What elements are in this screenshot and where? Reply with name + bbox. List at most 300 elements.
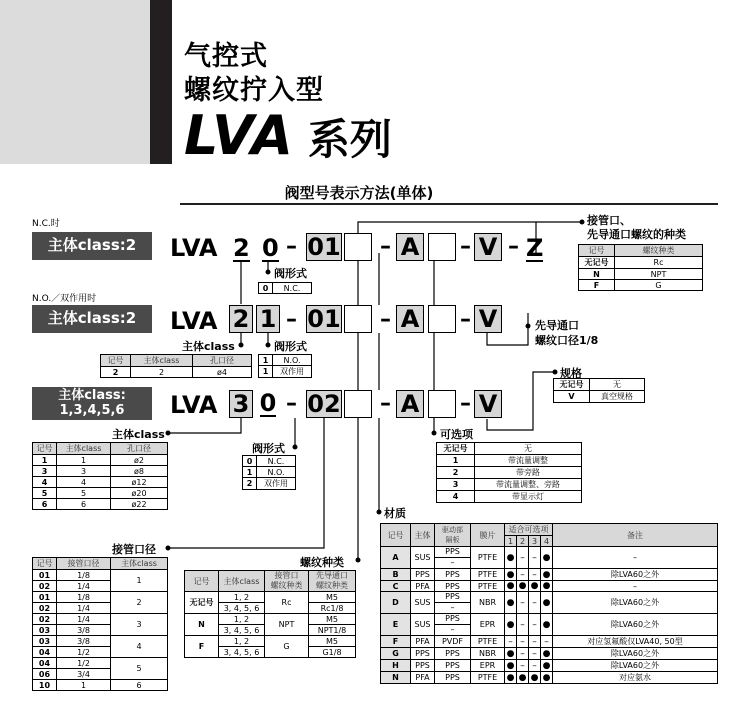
cell: 1/4	[57, 603, 111, 614]
port-table	[32, 557, 168, 691]
body2-table	[100, 354, 252, 378]
material-row	[381, 614, 718, 636]
cell: 除LVA60之外	[553, 648, 718, 660]
cell: 无	[475, 443, 582, 455]
cell: 1	[33, 455, 57, 466]
cell: 1/8	[57, 592, 111, 603]
cell: F	[185, 636, 219, 658]
r1-class-label: 主体class:2	[47, 236, 137, 255]
th: 孔口径	[193, 355, 252, 367]
cell: ø2	[111, 455, 168, 466]
r3-class-box	[32, 387, 152, 420]
th: 隔板	[445, 536, 460, 544]
r3-valve-label: 阀形式	[252, 442, 285, 455]
r1-prefix: LVA	[170, 234, 218, 262]
th-stack	[309, 571, 356, 592]
cell: F	[579, 280, 615, 291]
cell: 除LVA60之外	[553, 660, 718, 672]
cell: –	[529, 569, 541, 581]
cell: 3/8	[57, 636, 111, 647]
th: 主体class	[111, 558, 168, 570]
cell: NPT	[265, 614, 309, 636]
cell: 除LVA60之外	[553, 614, 718, 636]
cell: 双作用	[273, 366, 312, 378]
cell: 5	[111, 658, 168, 680]
cell: ø12	[111, 477, 168, 488]
cell: 6	[111, 680, 168, 691]
r2-prefix: LVA	[170, 307, 218, 335]
cell: 04	[33, 658, 57, 669]
cell: SUS	[411, 614, 435, 636]
thread-type-label-2: 先导通口螺纹的种类	[587, 228, 686, 241]
cell: 无记号	[579, 257, 615, 269]
r3-blank1	[344, 390, 372, 418]
cell: C	[381, 581, 411, 592]
cell: ●	[541, 614, 553, 636]
cell: ●	[505, 547, 517, 569]
r1-blank1	[344, 233, 372, 261]
cell: 2	[437, 467, 475, 479]
cell: –	[529, 592, 541, 614]
cell: 04	[33, 647, 57, 658]
r2-mat: A	[396, 305, 424, 333]
cell: 3	[111, 614, 168, 636]
r1-thread: Z	[526, 234, 544, 262]
cell: ●	[541, 569, 553, 581]
cell: EPR	[471, 614, 505, 636]
cell: ●	[505, 660, 517, 672]
cell: 带旁路	[475, 467, 582, 479]
cell: 带显示灯	[475, 491, 582, 503]
cell: 1, 2	[219, 592, 265, 603]
cell: Rc1/8	[309, 603, 356, 614]
r1-valve: 0	[262, 234, 279, 262]
cell: EPR	[471, 660, 505, 672]
cell: ø4	[193, 367, 252, 378]
cell: PPS	[411, 660, 435, 672]
cell: 1/4	[57, 614, 111, 625]
r1-class-box	[32, 232, 152, 260]
thread-table	[184, 570, 356, 658]
spec-table	[553, 378, 645, 403]
r1-dash4: –	[460, 234, 471, 259]
cell-stack	[435, 614, 471, 636]
cell: 3, 4, 5, 6	[219, 647, 265, 658]
cell: –	[553, 581, 718, 592]
cell: SUS	[411, 592, 435, 614]
cell: B	[381, 569, 411, 581]
title-line2: 螺纹拧入型	[184, 75, 324, 106]
cell: 对应氨水	[553, 672, 718, 684]
th: 记号	[381, 524, 411, 547]
cell: –	[553, 547, 718, 569]
cell: ●	[517, 581, 529, 592]
material-row	[381, 648, 718, 660]
valve-nc-table	[258, 282, 312, 294]
th: 记号	[33, 443, 57, 455]
r3-mat: A	[396, 390, 424, 418]
material-row	[381, 660, 718, 672]
material-row	[381, 547, 718, 569]
cell: 带流量调整	[475, 455, 582, 467]
cell: PVDF	[435, 636, 471, 648]
material-body	[381, 547, 718, 684]
cell: 1	[243, 467, 257, 478]
cell: 真空规格	[590, 391, 645, 403]
series-cn: 系列	[307, 115, 392, 164]
r2-dash1: –	[286, 307, 297, 332]
thread-kind-label: 螺纹种类	[300, 556, 344, 569]
cell: 除LVA60之外	[553, 592, 718, 614]
r1-dash1: –	[286, 234, 297, 259]
cell: ●	[505, 592, 517, 614]
cell: PTFE	[471, 636, 505, 648]
cell: PPS	[445, 592, 460, 601]
cell: ø22	[111, 499, 168, 510]
r2-spec: V	[474, 305, 502, 333]
cell: 0	[259, 283, 273, 294]
cell: –	[529, 660, 541, 672]
pilot-port-label	[535, 318, 598, 348]
th: 先导通口	[316, 571, 348, 580]
cell: ●	[529, 672, 541, 684]
cell: 01	[33, 570, 57, 581]
r2-class-label: 主体class:2	[47, 309, 137, 328]
cell: G	[381, 648, 411, 660]
cell: 01	[33, 592, 57, 603]
cell: ●	[541, 648, 553, 660]
material-row	[381, 581, 718, 592]
cell: N.O.	[273, 355, 312, 366]
cell: NPT1/8	[309, 625, 356, 636]
cell: M5	[309, 614, 356, 625]
cell: PPS	[435, 660, 471, 672]
r3-dash1: –	[286, 391, 297, 416]
cell: –	[529, 614, 541, 636]
cell: 3, 4, 5, 6	[219, 603, 265, 614]
cell: 1/4	[57, 581, 111, 592]
r3-valve-wrap	[256, 390, 280, 418]
cell: 除LVA60之外	[553, 569, 718, 581]
cell: 10	[33, 680, 57, 691]
cell: PPS	[435, 569, 471, 581]
cell: –	[517, 547, 529, 569]
option-label: 可选项	[440, 428, 473, 441]
cell: 4	[33, 477, 57, 488]
material-row	[381, 592, 718, 614]
cell: H	[381, 660, 411, 672]
thread-type-label-1: 接管口、	[587, 214, 631, 227]
cell: ●	[505, 581, 517, 592]
cell: PTFE	[471, 672, 505, 684]
cell: N	[381, 672, 411, 684]
cell: A	[381, 547, 411, 569]
spec-label: 规格	[560, 367, 582, 380]
cell: –	[529, 648, 541, 660]
r3-valve: 0	[259, 389, 277, 417]
th: 记号	[33, 558, 57, 570]
r1-valve-label: 阀形式	[274, 267, 307, 280]
cell: ø20	[111, 488, 168, 499]
cell: 1	[111, 570, 168, 592]
cell: 2	[131, 367, 193, 378]
cell: 03	[33, 636, 57, 647]
th: 接管口	[274, 571, 299, 580]
cell: 4	[57, 477, 111, 488]
th: 主体class	[131, 355, 193, 367]
material-row	[381, 672, 718, 684]
cell: NBR	[471, 592, 505, 614]
r3-dash3: –	[460, 391, 471, 416]
cell: –	[517, 660, 529, 672]
r3-class-label: 主体class:	[58, 387, 126, 403]
cell: –	[517, 614, 529, 636]
cell: –	[435, 624, 470, 635]
cell: –	[517, 636, 529, 648]
cell: ●	[505, 614, 517, 636]
cell: NBR	[471, 648, 505, 660]
cell: PTFE	[471, 547, 505, 569]
thread-type-label	[587, 214, 686, 242]
th-stack	[265, 571, 309, 592]
material-label: 材质	[384, 507, 406, 520]
r2-dash2: –	[380, 307, 391, 332]
pilot-port-label-2: 螺纹口径1/8	[535, 334, 599, 347]
cell: F	[381, 636, 411, 648]
cell: 02	[33, 603, 57, 614]
cell: 03	[33, 625, 57, 636]
th: 主体class	[219, 571, 265, 592]
th: 螺纹种类	[316, 581, 348, 590]
cell: –	[541, 636, 553, 648]
cell: 2	[111, 592, 168, 614]
th: 接管口径	[57, 558, 111, 570]
cell: ●	[517, 672, 529, 684]
cell: 带流量调整、旁路	[475, 479, 582, 491]
cell: 1/8	[57, 570, 111, 581]
r1-dash5: –	[508, 234, 519, 259]
cell: Rc	[265, 592, 309, 614]
th: 孔口径	[111, 443, 168, 455]
cell: PFA	[411, 672, 435, 684]
cell-stack	[435, 592, 471, 614]
cell: PPS	[411, 569, 435, 581]
th: 备注	[553, 524, 718, 547]
port-size-label: 接管口径	[112, 543, 156, 556]
r3-port: 02	[307, 390, 341, 418]
r2-body: 2	[229, 305, 253, 333]
r1-spec: V	[474, 233, 502, 261]
cell: PTFE	[471, 569, 505, 581]
cell: 1, 2	[219, 636, 265, 647]
cell: 3/4	[57, 669, 111, 680]
cell: N.C.	[257, 456, 296, 467]
cell: 对应氢氟酸仅LVA40, 50型	[553, 636, 718, 648]
r2-blank2	[428, 305, 456, 333]
title-line1: 气控式	[184, 41, 268, 72]
cell: 1	[437, 455, 475, 467]
cell: 3, 4, 5, 6	[219, 625, 265, 636]
cell: –	[517, 569, 529, 581]
cell: 1/2	[57, 658, 111, 669]
cell: E	[381, 614, 411, 636]
th: 膜片	[471, 524, 505, 547]
cell: M5	[309, 592, 356, 603]
material-row	[381, 569, 718, 581]
cell: 1	[57, 455, 111, 466]
cell: G1/8	[309, 647, 356, 658]
cell: 1	[57, 680, 111, 691]
cell: 无记号	[437, 443, 475, 455]
cell: 3	[57, 466, 111, 477]
thread-top-table	[578, 244, 703, 291]
cell: –	[435, 602, 470, 613]
r3-spec: V	[474, 390, 502, 418]
cell: 06	[33, 669, 57, 680]
cell: N.O.	[257, 467, 296, 478]
cell: G	[615, 280, 703, 291]
cell: 无	[590, 379, 645, 391]
series-code: LVA	[184, 104, 294, 167]
th: 记号	[185, 571, 219, 592]
cell: ●	[505, 648, 517, 660]
cell: ●	[505, 672, 517, 684]
cell: 02	[33, 581, 57, 592]
r1-dash3: –	[380, 234, 391, 259]
th: 主体	[411, 524, 435, 547]
cell: ●	[541, 581, 553, 592]
th: 3	[529, 536, 541, 547]
cell: PPS	[435, 648, 471, 660]
section-title: 阀型号表示方法(单体)	[284, 184, 434, 202]
r3-body-label: 主体class	[112, 428, 165, 441]
cell: 1	[259, 355, 273, 366]
cell: M5	[309, 636, 356, 647]
cell: D	[381, 592, 411, 614]
cell: 1/2	[57, 647, 111, 658]
cell: 3	[33, 466, 57, 477]
cell: 1, 2	[219, 614, 265, 625]
cell-stack	[435, 547, 471, 569]
valve3-table	[242, 455, 296, 490]
th: 适合可选项	[505, 524, 553, 536]
body-class-table	[32, 442, 168, 510]
cell: 无记号	[185, 592, 219, 614]
th: 记号	[101, 355, 131, 367]
cell: 1	[259, 366, 273, 378]
cell: –	[529, 636, 541, 648]
r3-dash2: –	[380, 391, 391, 416]
r3-class-label2: 1,3,4,5,6	[59, 402, 125, 418]
r2-blank1	[344, 305, 372, 333]
r2-valve-label: 阀形式	[274, 340, 307, 353]
cell: PPS	[445, 614, 460, 623]
th: 驱动部	[442, 526, 463, 534]
cell: PPS	[445, 547, 460, 556]
r1-note: N.C.时	[32, 219, 60, 229]
cell: ●	[541, 547, 553, 569]
cell: N.C.	[273, 283, 312, 294]
th: 螺纹种类	[270, 581, 303, 590]
cell: Rc	[615, 257, 703, 269]
cell: ●	[541, 672, 553, 684]
cell: 3	[437, 479, 475, 491]
cell: 0	[243, 456, 257, 467]
option-table	[436, 442, 582, 503]
cell: ●	[529, 581, 541, 592]
r1-mat: A	[396, 233, 424, 261]
cell: 02	[33, 614, 57, 625]
r2-note: N.O.／双作用时	[32, 294, 97, 304]
valve-no-table	[258, 354, 312, 378]
r2-valve: 1	[256, 305, 280, 333]
cell: N	[579, 269, 615, 280]
cell: G	[265, 636, 309, 658]
cell: 4	[111, 636, 168, 658]
r2-body-label: 主体class	[182, 340, 235, 353]
cell: –	[435, 557, 470, 568]
cell: PFA	[411, 581, 435, 592]
th: 主体class	[57, 443, 111, 455]
th-stack	[435, 524, 471, 547]
th: 2	[517, 536, 529, 547]
cell: N	[185, 614, 219, 636]
cell: PPS	[435, 672, 471, 684]
cell: –	[517, 648, 529, 660]
cell: PTFE	[471, 581, 505, 592]
cell: –	[517, 592, 529, 614]
cell: 5	[33, 488, 57, 499]
th: 4	[541, 536, 553, 547]
cell: 双作用	[257, 478, 296, 490]
cell: 6	[33, 499, 57, 510]
cell: SUS	[411, 547, 435, 569]
material-row	[381, 636, 718, 648]
cell: 6	[57, 499, 111, 510]
cell: NPT	[615, 269, 703, 280]
cell: –	[505, 636, 517, 648]
cell: PFA	[411, 636, 435, 648]
cell: 3/8	[57, 625, 111, 636]
cell: ●	[541, 592, 553, 614]
r2-dash3: –	[460, 307, 471, 332]
material-table	[380, 523, 718, 684]
pilot-port-label-1: 先导通口	[535, 319, 579, 332]
th: 记号	[579, 245, 615, 257]
r3-prefix: LVA	[170, 391, 218, 419]
cell: PPS	[411, 648, 435, 660]
cell: PPS	[435, 581, 471, 592]
cell: 2	[101, 367, 131, 378]
cell: 2	[243, 478, 257, 490]
r3-blank2	[428, 390, 456, 418]
r2-port: 01	[307, 305, 341, 333]
r1-port: 01	[307, 233, 341, 261]
r3-body: 3	[229, 390, 253, 418]
cell: 5	[57, 488, 111, 499]
th: 螺纹种类	[615, 245, 703, 257]
cell: V	[554, 391, 590, 403]
cell: ●	[541, 660, 553, 672]
r1-blank2	[428, 233, 456, 261]
cell: 无记号	[554, 379, 590, 391]
th: 1	[505, 536, 517, 547]
r1-body: 2	[233, 234, 250, 262]
cell: ø8	[111, 466, 168, 477]
cell: ●	[505, 569, 517, 581]
cell: –	[529, 547, 541, 569]
r2-class-box	[32, 305, 152, 333]
